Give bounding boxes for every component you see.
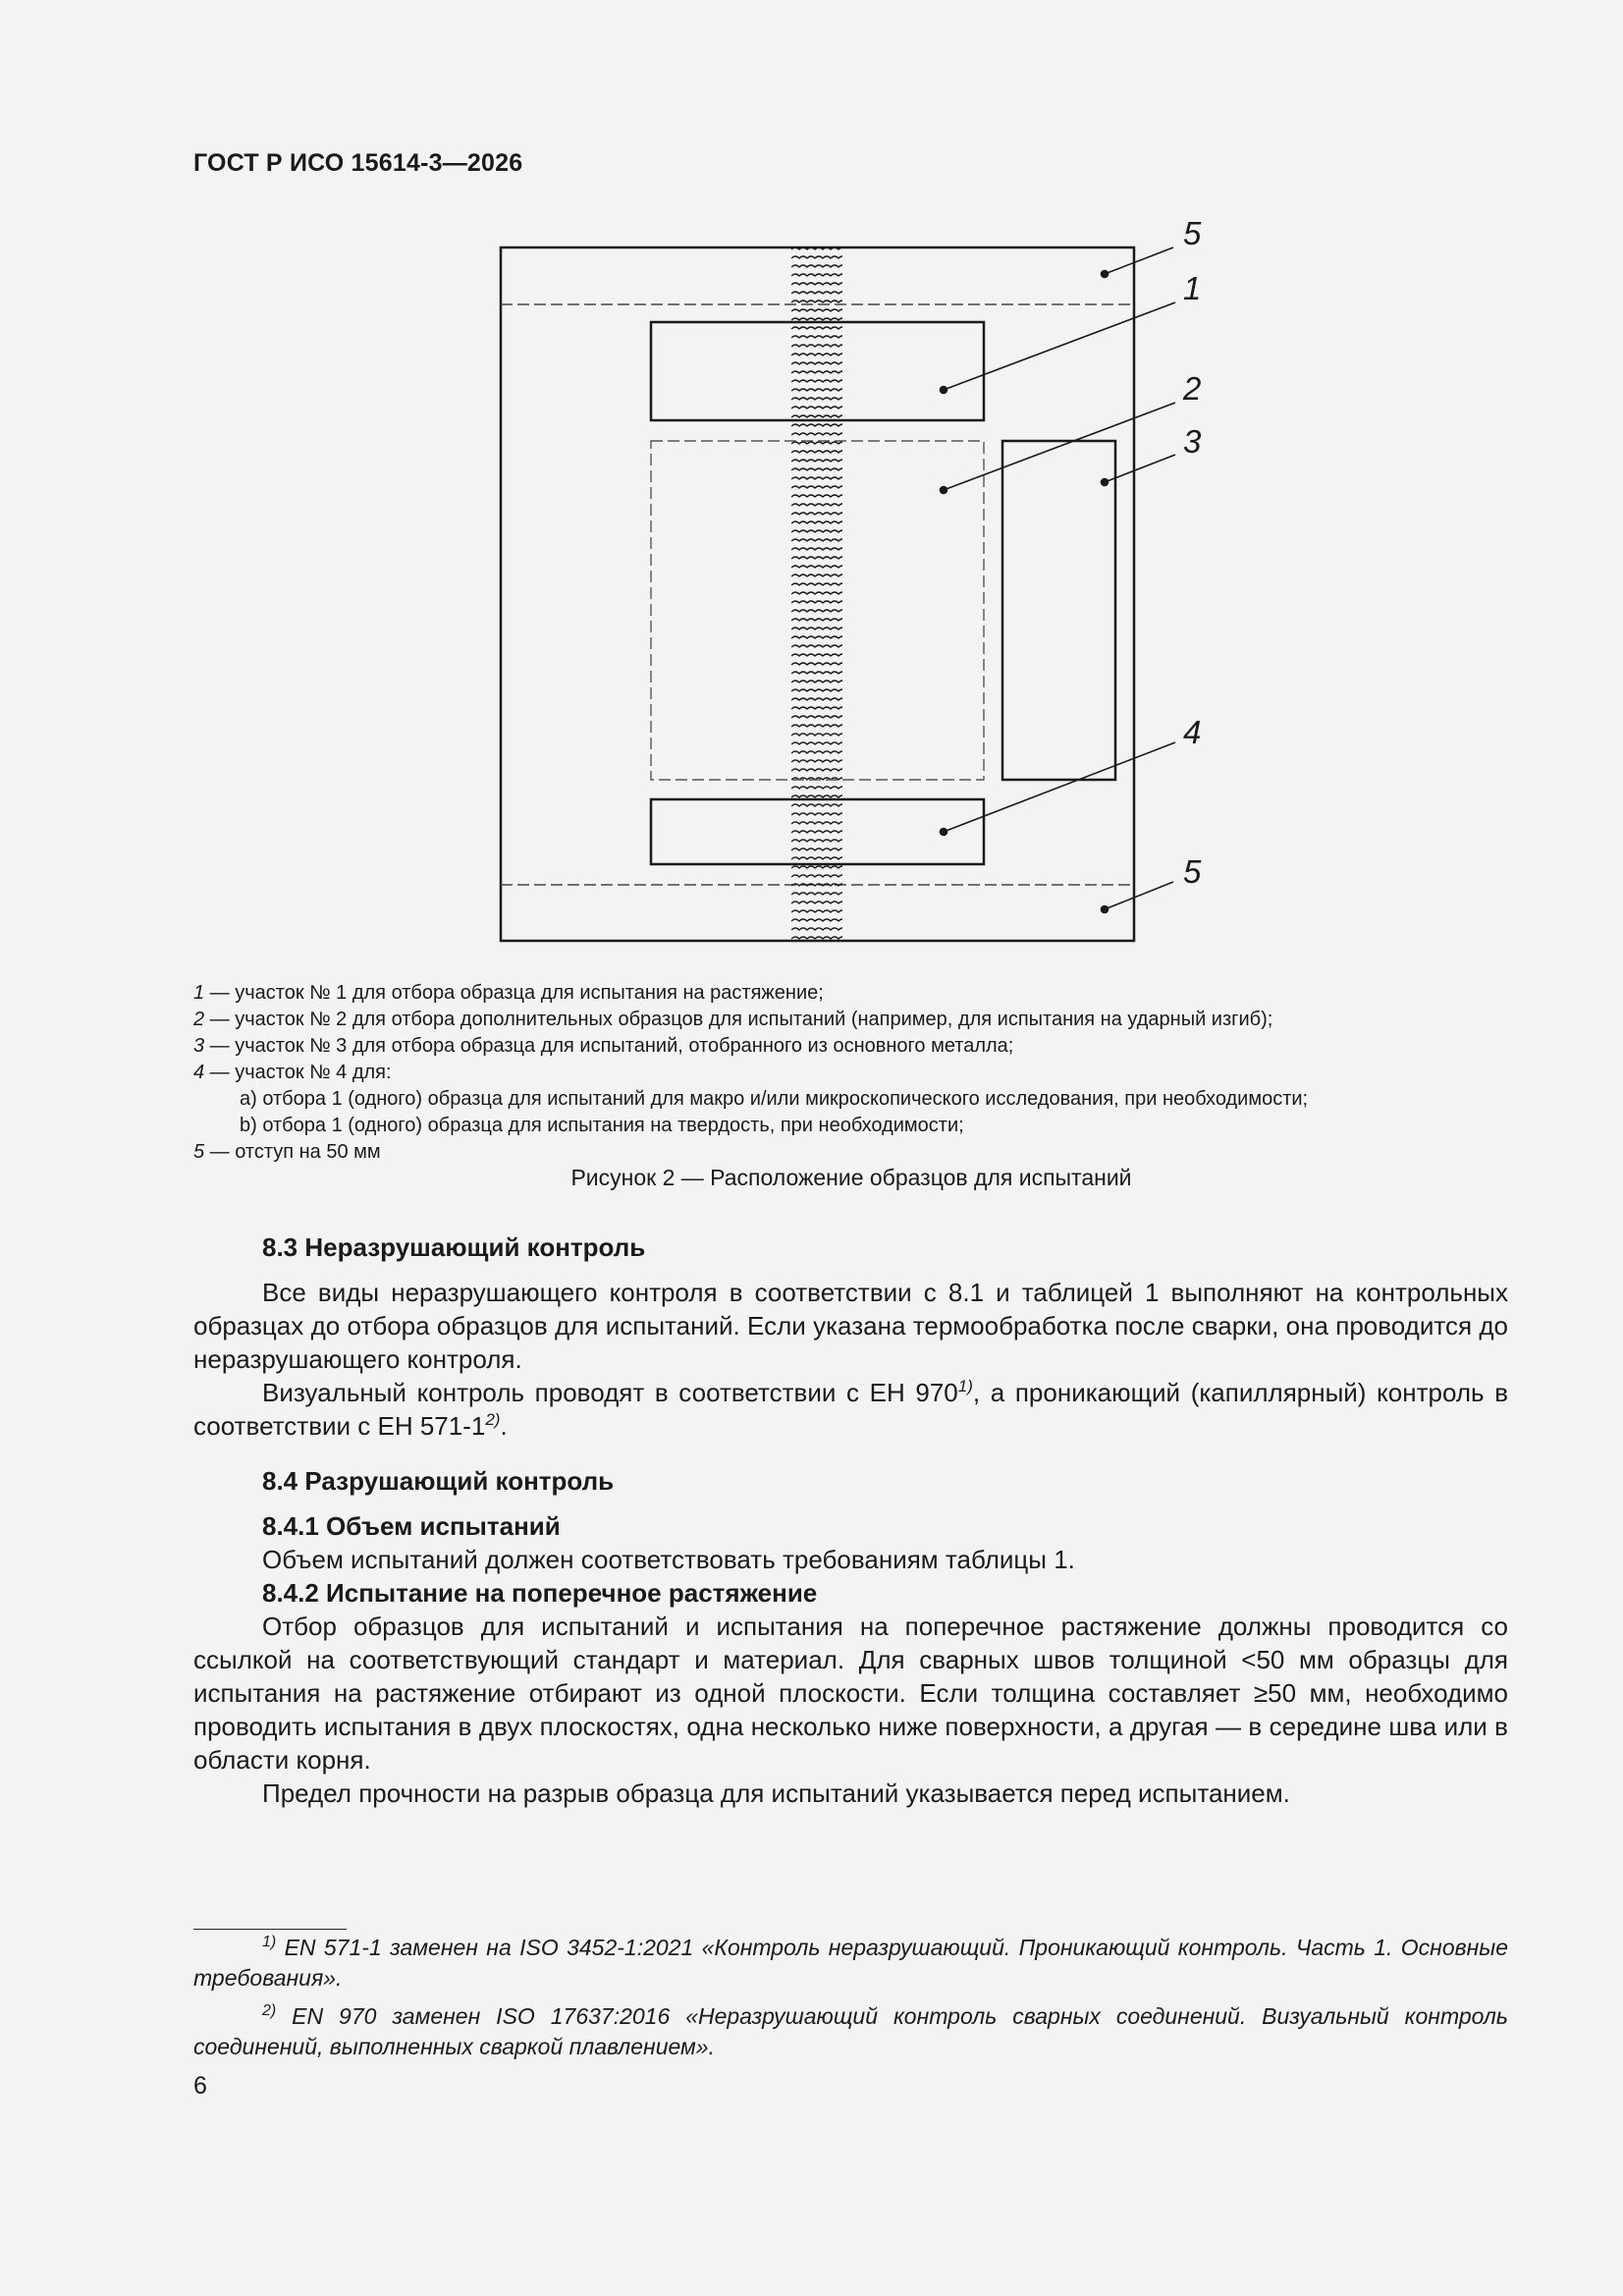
specimen-layout-diagram <box>496 221 1242 953</box>
footnote-2 <box>193 2001 1508 2062</box>
weld-hatch-line <box>791 804 846 806</box>
weld-hatch-line <box>791 742 846 744</box>
weld-hatch-line <box>791 468 846 470</box>
footnote-text: EN 571-1 заменен на ISO 3452-1:2021 «Контроль неразрушающий. Проникающий контроль. Часть 1. Основные требования». <box>193 1935 1508 1991</box>
weld-hatch-line <box>791 398 846 400</box>
callout-4: 4 <box>1183 714 1202 750</box>
text-run: Визуальный контроль проводят в соответствии с ЕН 970 <box>262 1378 958 1407</box>
weld-hatch-line <box>791 583 846 585</box>
weld-hatch-line <box>791 619 846 621</box>
area-4-macro-hardness <box>651 799 984 864</box>
weld-hatch-line <box>791 486 846 488</box>
weld-hatch-line <box>791 301 846 302</box>
weld-hatch-line <box>791 292 846 294</box>
footnote-text: EN 970 заменен ISO 17637:2016 «Неразрушающий контроль сварных соединений. Визуальный контроль соединений, выполненных сваркой плавлением». <box>193 2003 1508 2059</box>
section-8-4-2-paragraph-1: Отбор образцов для испытаний и испытания на поперечное растяжение должны проводится со ссылкой на соответствующий стандарт и материал. Для сварных швов толщиной <50 мм образцы для испытания на растяжение отбирают из одной плоскости. Если толщина составляет ≥50 мм, необходимо проводить испытания в двух плоскостях, одна несколько ниже поверхности, а другая — в середине шва или в области корня. <box>193 1612 1508 1775</box>
text-run: , а проникающий (капиллярный) контроль в соответствии с ЕН 571-1 <box>193 1378 1509 1441</box>
weld-hatch-line <box>791 610 846 612</box>
legend-subitem-b: b) отбора 1 (одного) образца для испытания на твердость, при необходимости; <box>240 1115 964 1136</box>
footnotes <box>193 1933 1508 2070</box>
test-piece-outline <box>501 247 1134 941</box>
legend-number: 4 <box>193 1062 205 1083</box>
figure-caption: Рисунок 2 — Расположение образцов для испытаний <box>570 1165 1132 1190</box>
legend-item-2 <box>193 1007 1470 1033</box>
weld-hatch-line <box>791 601 846 603</box>
weld-hatch-line <box>791 380 846 382</box>
weld-hatch-line <box>791 875 846 877</box>
weld-hatch-line <box>791 433 846 435</box>
legend-text: — участок № 2 для отбора дополнительных образцов для испытаний (например, для испытания на ударный изгиб); <box>204 1009 1273 1030</box>
weld-hatch-line <box>791 504 846 506</box>
weld-hatch-line <box>791 795 846 797</box>
legend-number: 3 <box>193 1035 205 1057</box>
weld-hatch-line <box>791 442 846 444</box>
legend-number: 1 <box>193 982 205 1004</box>
weld-hatch-line <box>791 760 846 762</box>
weld-hatch-line <box>791 636 846 638</box>
weld-hatch-line <box>791 707 846 709</box>
legend-text: — участок № 3 для отбора образца для испытаний, отобранного из основного металла; <box>204 1035 1014 1057</box>
weld-hatch-line <box>791 521 846 523</box>
legend-number: 5 <box>193 1141 205 1163</box>
legend-text: — участок № 1 для отбора образца для испытания на растяжение; <box>204 982 824 1004</box>
weld-hatch-line <box>791 354 846 355</box>
weld-hatch-line <box>791 566 846 568</box>
area-3-base-metal <box>1002 441 1115 780</box>
section-8-3-paragraph-2 <box>193 1376 1508 1443</box>
weld-hatch-line <box>791 672 846 674</box>
weld-hatch-line <box>791 769 846 771</box>
weld-hatch-line <box>791 513 846 515</box>
section-8-4-1-title: 8.4.1 Объем испытаний <box>262 1511 561 1541</box>
weld-hatch-line <box>791 910 846 912</box>
weld-hatch-line <box>791 274 846 276</box>
footnote-ref-2[interactable]: 2) <box>485 1410 501 1429</box>
section-8-4-title: 8.4 Разрушающий контроль <box>262 1466 615 1496</box>
weld-hatch-line <box>791 415 846 417</box>
weld-hatch-line <box>791 645 846 647</box>
footnote-1 <box>193 1933 1508 1994</box>
weld-hatch-line <box>791 928 846 930</box>
section-8-4-2-title: 8.4.2 Испытание на поперечное растяжение <box>262 1578 818 1608</box>
weld-hatch-line <box>791 751 846 753</box>
weld-hatch-line <box>791 460 846 462</box>
footnote-ref-1[interactable]: 1) <box>957 1377 973 1395</box>
figure-legend <box>193 980 1470 1166</box>
weld-hatch-line <box>791 813 846 815</box>
weld-hatch-line <box>791 283 846 285</box>
weld-hatch-line <box>791 831 846 833</box>
weld-hatch-line <box>791 822 846 824</box>
weld-hatch-line <box>791 787 846 789</box>
footnote-mark: 1) <box>262 1934 277 1950</box>
weld-hatch-line <box>791 725 846 727</box>
section-8-4-2-paragraph-2: Предел прочности на разрыв образца для испытаний указывается перед испытанием. <box>262 1778 1290 1808</box>
legend-text: — отступ на 50 мм <box>204 1141 381 1163</box>
weld-hatch-line <box>791 698 846 700</box>
legend-subitem-a: a) отбора 1 (одного) образца для испытаний для макро и/или микроскопического исследования, при необходимости; <box>240 1088 1309 1110</box>
weld-hatch-line <box>791 681 846 683</box>
legend-number: 2 <box>193 1009 205 1030</box>
legend-item-1 <box>193 980 1470 1007</box>
weld-hatch-line <box>791 654 846 656</box>
section-8-4-1-paragraph: Объем испытаний должен соответствовать требованиям таблицы 1. <box>262 1545 1075 1574</box>
section-8-3-paragraph-1: Все виды неразрушающего контроля в соответствии с 8.1 и таблицей 1 выполняют на контрольных образцах до отбора образцов для испытаний. Если указана термообработка после сварки, она проводится до неразрушающего контроля. <box>193 1278 1508 1374</box>
weld-hatch-line <box>791 857 846 859</box>
footnote-mark: 2) <box>262 2002 277 2019</box>
section-8-3-title: 8.3 Неразрушающий контроль <box>262 1232 646 1262</box>
weld-hatch-line <box>791 424 846 426</box>
weld-hatch-line <box>791 539 846 541</box>
weld-hatch-line <box>791 557 846 559</box>
legend-item-4 <box>193 1060 1470 1086</box>
legend-text: — участок № 4 для: <box>204 1062 392 1083</box>
weld-hatch-line <box>791 327 846 329</box>
weld-hatch-line <box>791 389 846 391</box>
main-text <box>193 1230 1508 1810</box>
weld-hatch-line <box>791 840 846 842</box>
callout-5-top: 5 <box>1183 221 1202 251</box>
weld-hatch-line <box>791 734 846 736</box>
weld-hatch-line <box>791 362 846 364</box>
weld-hatch-line <box>791 902 846 903</box>
document-code-header: ГОСТ Р ИСО 15614-3—2026 <box>193 149 523 177</box>
weld-hatch-line <box>791 371 846 373</box>
legend-item-3 <box>193 1033 1470 1060</box>
weld-hatch-line <box>791 548 846 550</box>
weld-hatch-line <box>791 345 846 347</box>
weld-hatch-line <box>791 689 846 691</box>
weld-hatch-line <box>791 265 846 267</box>
callout-5-bottom: 5 <box>1183 853 1202 890</box>
weld-hatch-line <box>791 407 846 409</box>
weld-hatch-line <box>791 937 846 939</box>
weld-hatch-line <box>791 336 846 338</box>
callout-3: 3 <box>1183 423 1202 460</box>
weld-hatch-line <box>791 716 846 718</box>
weld-hatch-line <box>791 592 846 594</box>
weld-hatch-line <box>791 477 846 479</box>
weld-hatch-line <box>791 663 846 665</box>
legend-item-5 <box>193 1139 1470 1166</box>
text-run: . <box>500 1411 508 1441</box>
figure-specimen-layout <box>496 221 1242 953</box>
weld-hatch-line <box>791 530 846 532</box>
weld-hatch-line <box>791 318 846 320</box>
callout-1: 1 <box>1183 270 1202 306</box>
callout-2: 2 <box>1183 370 1202 407</box>
weld-hatch-line <box>791 848 846 850</box>
weld-hatch-line <box>791 309 846 311</box>
weld-hatch-line <box>791 628 846 629</box>
weld-hatch-line <box>791 451 846 453</box>
weld-hatch-line <box>791 574 846 576</box>
weld-hatch-line <box>791 495 846 497</box>
weld-hatch-line <box>791 256 846 258</box>
footnote-separator <box>193 1929 347 1930</box>
weld-hatch-line <box>791 919 846 921</box>
page-number: 6 <box>193 2072 207 2100</box>
weld-hatch-line <box>791 866 846 868</box>
weld-seam <box>791 247 846 939</box>
weld-hatch-line <box>791 893 846 895</box>
